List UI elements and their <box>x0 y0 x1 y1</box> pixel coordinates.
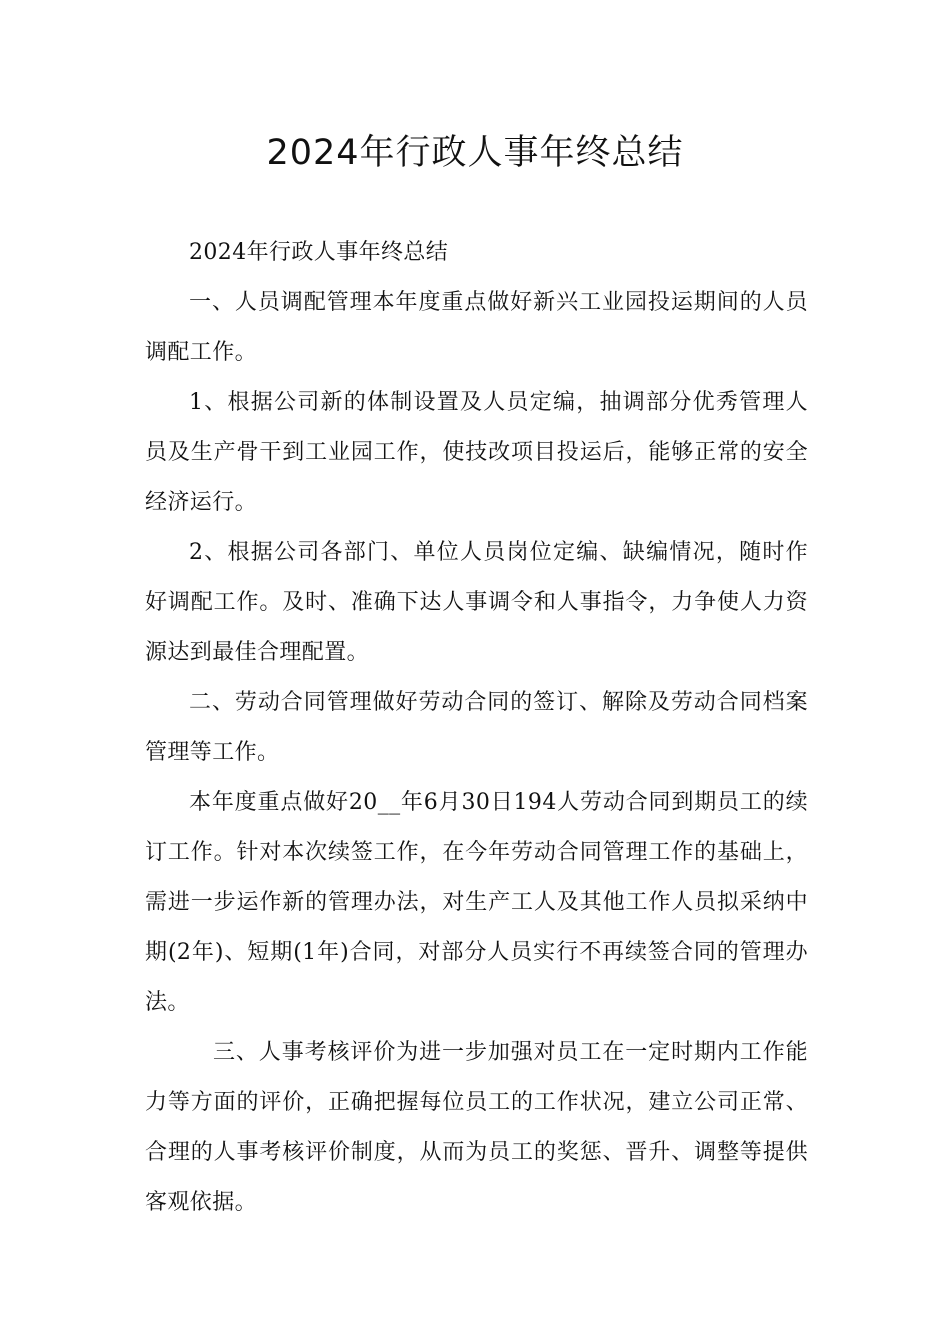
paragraph-section-1: 一、人员调配管理本年度重点做好新兴工业园投运期间的人员调配工作。 <box>145 290 808 365</box>
paragraph-item-2: 2、根据公司各部门、单位人员岗位定编、缺编情况，随时作好调配工作。及时、准确下达人事调令和人事指令，力争使人力资源达到最佳合理配置。 <box>145 540 808 665</box>
paragraph-section-2: 二、劳动合同管理做好劳动合同的签订、解除及劳动合同档案管理等工作。 <box>145 690 808 765</box>
paragraph-item-1: 1、根据公司新的体制设置及人员定编，抽调部分优秀管理人员及生产骨干到工业园工作，使技改项目投运后，能够正常的安全经济运行。 <box>145 390 808 515</box>
document-body <box>145 228 808 1228</box>
paragraph-section-3: 三、人事考核评价为进一步加强对员工在一定时期内工作能力等方面的评价，正确把握每位员工的工作状况，建立公司正常、合理的人事考核评价制度，从而为员工的奖惩、晋升、调整等提供客观依据。 <box>145 1040 808 1215</box>
document-title: 2024年行政人事年终总结 <box>266 133 684 173</box>
paragraph-heading-repeat: 2024年行政人事年终总结 <box>189 240 449 265</box>
paragraph-contract-renewal: 本年度重点做好20__年6月30日194人劳动合同到期员工的续订工作。针对本次续签工作，在今年劳动合同管理工作的基础上，需进一步运作新的管理办法，对生产工人及其他工作人员拟采纳中期(2年)、短期(1年)合同，对部分人员实行不再续签合同的管理办法。 <box>145 790 808 1015</box>
